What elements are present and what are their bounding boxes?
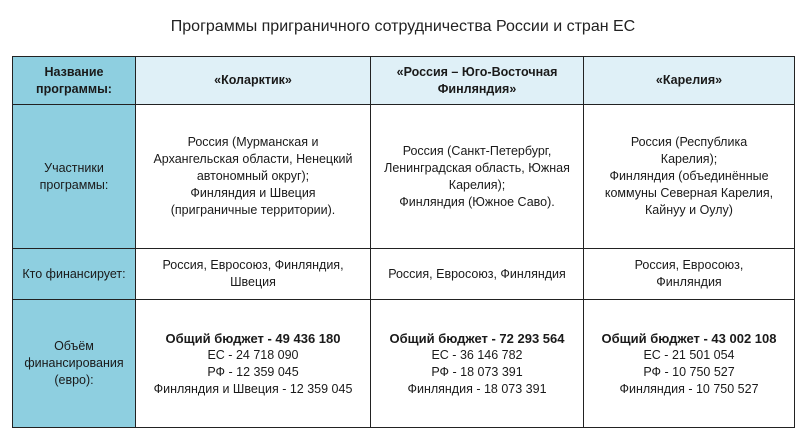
cell-line: Россия (Мурманская и bbox=[187, 135, 319, 149]
cell-line: Россия (Санкт-Петербург, bbox=[402, 143, 552, 158]
table-header-row bbox=[13, 57, 795, 105]
budget-line: ЕС - 21 501 054 bbox=[643, 347, 735, 362]
row-label-participants: Участники программы: bbox=[13, 105, 136, 249]
budget-line: Финляндия - 18 073 391 bbox=[407, 381, 547, 396]
cell-line: Финляндия и Швеция bbox=[190, 186, 316, 200]
cell-line: Финляндия (объединённые bbox=[609, 169, 769, 183]
header-cell-russia-se-finland: «Россия – Юго-Восточная Финляндия» bbox=[371, 57, 584, 105]
cell-funders-karelia bbox=[584, 249, 795, 300]
budget-total: Общий бюджет - 72 293 564 bbox=[389, 330, 565, 346]
programs-table bbox=[12, 56, 795, 428]
budget-line: РФ - 10 750 527 bbox=[643, 364, 735, 379]
table-row bbox=[13, 300, 795, 428]
budget-line: РФ - 18 073 391 bbox=[431, 364, 523, 379]
cell-line: Кайнуу и Оулу) bbox=[645, 203, 733, 217]
cell-line: автономный округ); bbox=[196, 169, 310, 183]
cell-line: Финляндия bbox=[656, 275, 722, 289]
cell-participants-kolarctic bbox=[136, 105, 371, 249]
row-label-funders: Кто финансирует: bbox=[13, 249, 136, 300]
header-cell-kolarctic: «Коларктик» bbox=[136, 57, 371, 105]
cell-line: Карелия); bbox=[660, 152, 718, 166]
cell-line: Швеция bbox=[230, 275, 276, 289]
row-label-budget: Объём финансирования (евро): bbox=[13, 300, 136, 428]
cell-participants-russia-se-finland bbox=[371, 105, 584, 249]
cell-line: (приграничные территории). bbox=[170, 203, 336, 217]
cell-line: Россия, Евросоюз, Финляндия bbox=[388, 266, 566, 281]
cell-line: Россия (Республика bbox=[630, 135, 748, 149]
cell-line: Россия, Евросоюз, bbox=[634, 258, 744, 272]
cell-funders-kolarctic bbox=[136, 249, 371, 300]
cell-line: Россия, Евросоюз, Финляндия, bbox=[162, 258, 344, 272]
budget-total: Общий бюджет - 49 436 180 bbox=[165, 330, 341, 346]
table-row bbox=[13, 249, 795, 300]
budget-line: ЕС - 36 146 782 bbox=[431, 347, 523, 362]
cell-budget-karelia bbox=[584, 300, 795, 428]
budget-total: Общий бюджет - 43 002 108 bbox=[601, 330, 777, 346]
budget-line: ЕС - 24 718 090 bbox=[207, 347, 299, 362]
cell-budget-russia-se-finland bbox=[371, 300, 584, 428]
budget-line: РФ - 12 359 045 bbox=[207, 364, 299, 379]
cell-line: Ленинградская область, Южная bbox=[384, 160, 570, 175]
page-title: Программы приграничного сотрудничества России и стран ЕС bbox=[170, 18, 636, 35]
cell-budget-kolarctic bbox=[136, 300, 371, 428]
cell-line: коммуны Северная Карелия, bbox=[604, 186, 774, 200]
cell-funders-russia-se-finland bbox=[371, 249, 584, 300]
cell-line: Карелия); bbox=[448, 177, 506, 192]
cell-line: Архангельская области, Ненецкий bbox=[153, 152, 353, 166]
header-cell-karelia: «Карелия» bbox=[584, 57, 795, 105]
budget-line: Финляндия и Швеция - 12 359 045 bbox=[153, 381, 353, 396]
table-row bbox=[13, 105, 795, 249]
header-cell-program-name: Название программы: bbox=[13, 57, 136, 105]
cell-line: Финляндия (Южное Саво). bbox=[399, 194, 555, 209]
budget-line: Финляндия - 10 750 527 bbox=[619, 381, 759, 396]
cell-participants-karelia bbox=[584, 105, 795, 249]
